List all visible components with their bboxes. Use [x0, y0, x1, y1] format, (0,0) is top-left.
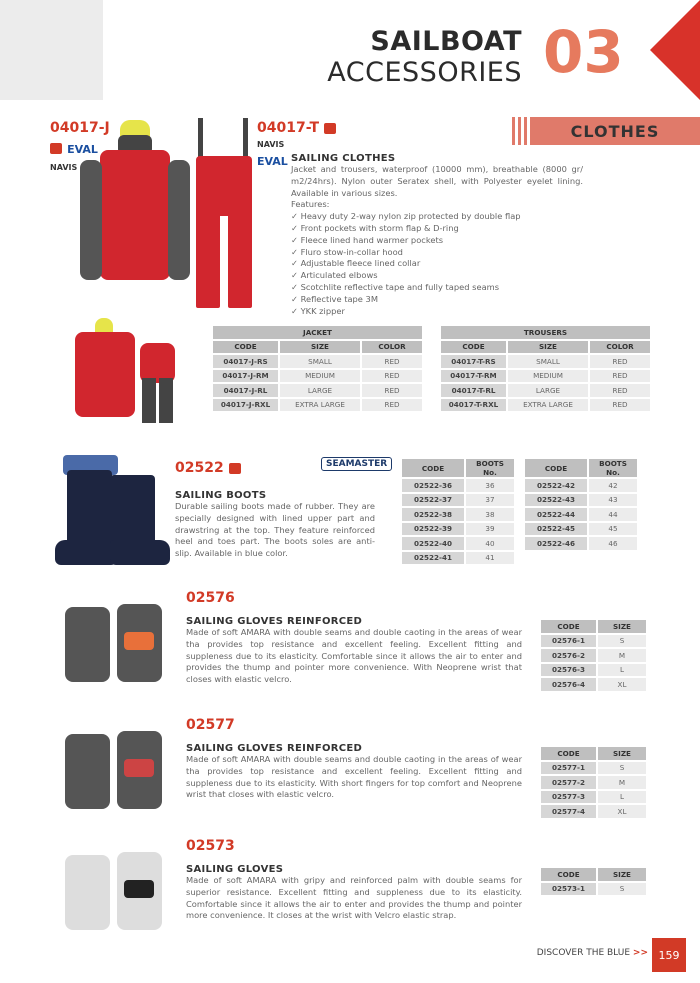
- table-cell: 36: [466, 479, 514, 492]
- table-cell: 39: [466, 523, 514, 536]
- table-row: [213, 370, 422, 383]
- table-row: [525, 494, 637, 507]
- table-row: [541, 664, 646, 677]
- column-header: COLOR: [590, 341, 650, 354]
- navis-logo: NAVIS: [257, 140, 285, 149]
- table-cell: 41: [466, 552, 514, 565]
- table-cell: 04017-J-RM: [213, 370, 278, 383]
- table-cell: 04017-J-RXL: [213, 399, 278, 412]
- product-title: SAILING CLOTHES: [291, 153, 396, 164]
- table-cell: RED: [362, 355, 422, 368]
- chapter-number: 03: [543, 18, 624, 86]
- boots-table-1: [400, 457, 516, 566]
- footer-tagline: [537, 948, 648, 958]
- thumbs-up-icon: [229, 463, 241, 474]
- gloves-image: [62, 602, 167, 687]
- table-cell: L: [598, 791, 646, 804]
- jacket-image: [80, 120, 190, 310]
- table-cell: 04017-J-RS: [213, 355, 278, 368]
- footer-arrows: >>: [632, 948, 648, 958]
- table-cell: MEDIUM: [280, 370, 360, 383]
- table-title: TROUSERS: [441, 326, 650, 339]
- clothes-set-image: [75, 318, 180, 423]
- table-cell: M: [598, 776, 646, 789]
- table-row: [441, 384, 650, 397]
- navis-logo: NAVIS: [50, 163, 78, 172]
- footer-text: DISCOVER THE BLUE: [536, 948, 631, 958]
- table-cell: 04017-T-RL: [441, 384, 506, 397]
- table-cell: LARGE: [280, 384, 360, 397]
- table-cell: RED: [362, 370, 422, 383]
- table-cell: 02522-43: [525, 494, 587, 507]
- boots-table-2: [523, 457, 639, 552]
- column-header: BOOTS No.: [466, 459, 514, 477]
- table-cell: RED: [590, 370, 650, 383]
- table-cell: SMALL: [508, 355, 588, 368]
- table-row: [441, 399, 650, 412]
- feature-item: ✓ Adjustable fleece lined collar: [291, 258, 421, 269]
- code-text: 02522: [175, 460, 224, 476]
- table-cell: 02522-39: [402, 523, 464, 536]
- feature-item: ✓ Articulated elbows: [291, 270, 378, 281]
- table-cell: 43: [589, 494, 637, 507]
- table-row: [541, 635, 646, 648]
- table-cell: EXTRA LARGE: [280, 399, 360, 412]
- column-header: SIZE: [280, 341, 360, 354]
- table-cell: 02577-2: [541, 776, 596, 789]
- product-description: Made of soft AMARA with gripy and reinforced palm with double seams for superior resistance. Excellent fitting and suppleness due to its elasticity. Comfortable since it allows the air to enter and provides the thump and pointer more convenience. It closes at the wrist with Velcro elastic strap.: [186, 875, 522, 921]
- table-cell: 02577-1: [541, 762, 596, 775]
- table-cell: MEDIUM: [508, 370, 588, 383]
- column-header: CODE: [402, 459, 464, 477]
- feature-item: ✓ Fluro stow-in-collar hood: [291, 246, 403, 257]
- gloves-image: [62, 850, 167, 935]
- page-subtitle: ACCESSORIES: [327, 57, 522, 88]
- table-cell: RED: [590, 384, 650, 397]
- table-row: [213, 384, 422, 397]
- features-list: [291, 211, 583, 317]
- product-title: SAILING BOOTS: [175, 490, 267, 501]
- table-title: JACKET: [213, 326, 422, 339]
- product-description: Made of soft AMARA with double seams and double caoting in the areas of wear tha provides top resistance and excellent feeling. Excellent fitting and suppleness due to its elasticity. Comfortable since it allows the air to enter and provides the thump and pointer more convenience. With Neoprene wrist that closes with elastic velcro.: [186, 627, 522, 685]
- table-cell: 45: [589, 523, 637, 536]
- feature-item: ✓ Reflective tape 3M: [291, 293, 378, 304]
- table-cell: M: [598, 649, 646, 662]
- table-row: [525, 523, 637, 536]
- features-label: Features:: [291, 199, 330, 210]
- product-description: Made of soft AMARA with double seams and double caoting in the areas of wear tha provides top resistance and excellent feeling. Excellent fitting and suppleness due to its elasticity. With short fingers for top comfort and Neoprene wrist that closes with elastic velcro.: [186, 754, 522, 800]
- table-row: [525, 508, 637, 521]
- column-header: SIZE: [508, 341, 588, 354]
- product-code-gloves: 02573: [186, 838, 235, 854]
- table-cell: 02522-36: [402, 479, 464, 492]
- table-cell: S: [598, 635, 646, 648]
- table-row: [213, 399, 422, 412]
- page-title: SAILBOAT: [370, 26, 522, 57]
- table-cell: 02522-44: [525, 508, 587, 521]
- product-code-trousers: [257, 120, 336, 136]
- table-cell: 02576-1: [541, 635, 596, 648]
- gloves-size-table: [539, 866, 648, 897]
- table-cell: 02522-40: [402, 537, 464, 550]
- feature-item: ✓ Fleece lined hand warmer pockets: [291, 234, 444, 245]
- table-cell: 02522-46: [525, 537, 587, 550]
- column-header: COLOR: [362, 341, 422, 354]
- table-cell: RED: [362, 399, 422, 412]
- table-row: [541, 678, 646, 691]
- table-cell: RED: [590, 355, 650, 368]
- table-cell: 02522-38: [402, 508, 464, 521]
- thumbs-up-icon: [324, 123, 336, 134]
- column-header: CODE: [541, 620, 596, 633]
- table-cell: 40: [466, 537, 514, 550]
- table-cell: 02522-42: [525, 479, 587, 492]
- table-row: [541, 883, 646, 896]
- table-row: [402, 552, 514, 565]
- product-code-gloves: 02576: [186, 590, 235, 606]
- table-row: [541, 762, 646, 775]
- table-cell: 38: [466, 508, 514, 521]
- seamaster-logo: SEAMASTER: [321, 457, 392, 471]
- table-cell: 02577-3: [541, 791, 596, 804]
- product-title: SAILING GLOVES: [186, 864, 284, 875]
- table-cell: 04017-T-RXL: [441, 399, 506, 412]
- column-header: CODE: [541, 868, 596, 881]
- table-row: [402, 479, 514, 492]
- table-row: [402, 537, 514, 550]
- table-cell: 04017-T-RS: [441, 355, 506, 368]
- table-row: [541, 649, 646, 662]
- code-text: 04017-T: [257, 120, 320, 136]
- feature-item: ✓ Heavy duty 2-way nylon zip protected by double flap: [291, 211, 521, 222]
- column-header: SIZE: [598, 747, 646, 760]
- table-cell: 02576-3: [541, 664, 596, 677]
- table-cell: 02522-37: [402, 494, 464, 507]
- table-cell: SMALL: [280, 355, 360, 368]
- feature-item: ✓ YKK zipper: [291, 305, 345, 316]
- table-cell: 42: [589, 479, 637, 492]
- table-row: [541, 776, 646, 789]
- table-cell: 02576-4: [541, 678, 596, 691]
- boots-image: [55, 455, 170, 570]
- table-cell: S: [598, 762, 646, 775]
- section-title: CLOTHES: [530, 117, 700, 145]
- column-header: CODE: [525, 459, 587, 477]
- section-banner: [512, 117, 700, 145]
- product-description: Durable sailing boots made of rubber. They are specially designed with lined upper part and drawstring at the top. They feature reinforced heel and toes part. The boots soles are anti-slip. Available in blue color.: [175, 501, 375, 559]
- table-cell: L: [598, 664, 646, 677]
- column-header: CODE: [213, 341, 278, 354]
- table-cell: XL: [598, 678, 646, 691]
- table-row: [402, 494, 514, 507]
- column-header: SIZE: [598, 620, 646, 633]
- eval-logo: EVAL: [67, 143, 98, 156]
- table-row: [441, 370, 650, 383]
- jacket-table: [211, 324, 424, 413]
- table-cell: RED: [362, 384, 422, 397]
- column-header: SIZE: [598, 868, 646, 881]
- feature-item: ✓ Front pockets with storm flap & D-ring: [291, 222, 459, 233]
- table-cell: 44: [589, 508, 637, 521]
- table-cell: 02522-41: [402, 552, 464, 565]
- table-row: [441, 355, 650, 368]
- feature-item: ✓ Scotchlite reflective tape and fully taped seams: [291, 281, 500, 292]
- column-header: BOOTS No.: [589, 459, 637, 477]
- table-cell: XL: [598, 805, 646, 818]
- thumbs-up-icon: [50, 143, 62, 154]
- table-cell: EXTRA LARGE: [508, 399, 588, 412]
- table-cell: 04017-T-RM: [441, 370, 506, 383]
- table-row: [213, 355, 422, 368]
- table-cell: LARGE: [508, 384, 588, 397]
- table-cell: 46: [589, 537, 637, 550]
- table-cell: 02573-1: [541, 883, 596, 896]
- table-row: [541, 791, 646, 804]
- table-row: [525, 479, 637, 492]
- trousers-table: [439, 324, 652, 413]
- table-cell: S: [598, 883, 646, 896]
- table-cell: 37: [466, 494, 514, 507]
- gloves-size-table: [539, 618, 648, 693]
- gloves-size-table: [539, 745, 648, 820]
- table-cell: RED: [590, 399, 650, 412]
- product-code-boots: [175, 460, 241, 476]
- column-header: CODE: [541, 747, 596, 760]
- table-row: [525, 537, 637, 550]
- table-row: [541, 805, 646, 818]
- page-number: 159: [652, 938, 686, 972]
- column-header: CODE: [441, 341, 506, 354]
- corner-block: [0, 0, 103, 100]
- eval-logo: EVAL: [257, 155, 288, 168]
- red-triangle-decoration: [650, 0, 700, 100]
- product-code-jacket: 04017-J: [50, 120, 110, 136]
- trousers-image: [193, 118, 258, 313]
- table-cell: 02576-2: [541, 649, 596, 662]
- product-title: SAILING GLOVES REINFORCED: [186, 743, 363, 754]
- table-cell: 04017-J-RL: [213, 384, 278, 397]
- table-row: [402, 508, 514, 521]
- gloves-image: [62, 729, 167, 814]
- table-cell: 02577-4: [541, 805, 596, 818]
- product-title: SAILING GLOVES REINFORCED: [186, 616, 363, 627]
- table-cell: 02522-45: [525, 523, 587, 536]
- product-description: Jacket and trousers, waterproof (10000 mm), breathable (8000 gr/ m2/24hrs). Nylon outer Seratex shell, with Polyester eyelet lining. Available in various sizes.: [291, 164, 583, 198]
- product-code-gloves: 02577: [186, 717, 235, 733]
- table-row: [402, 523, 514, 536]
